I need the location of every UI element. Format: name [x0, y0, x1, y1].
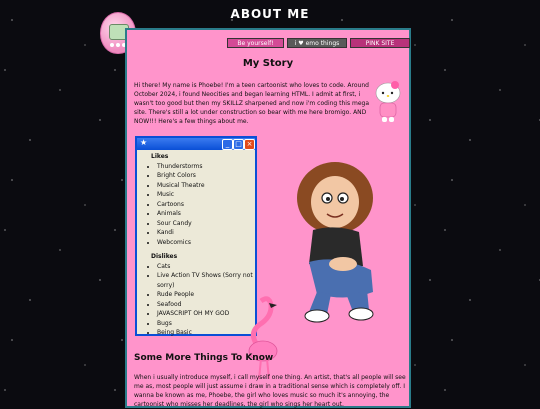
- story-heading: My Story: [242, 58, 294, 69]
- blinkie-3[interactable]: PINK SITE: [350, 38, 410, 48]
- list-item: • Rude People: [157, 290, 255, 300]
- maximize-icon[interactable]: □: [233, 139, 244, 150]
- story-intro: Hi there! My name is Phoebe! I'm a teen cartoonist who loves to code. Around October 2024, i found Neocities and began learning HTML. I admit at first, i wasn't too good but then my SKILLZ sharpened and now i'm coding this mega site. There's still a lot under construction so bear with me here bromigo. AND NOW!!! Here's a few things about me.: [134, 82, 370, 125]
- hello-kitty-icon: [373, 79, 403, 123]
- list-item: • Live Action TV Shows (Sorry not sorry): [157, 271, 255, 290]
- blinkie-2[interactable]: i ♥ emo things: [287, 38, 347, 48]
- list-item: • Seafood: [157, 300, 255, 310]
- list-item: • Bugs: [157, 319, 255, 329]
- blinkie-1[interactable]: Be yourself!: [227, 38, 284, 48]
- flamingo-decoration: [239, 295, 289, 381]
- tamagotchi-button: [110, 43, 114, 47]
- list-item: • Thunderstorms: [157, 162, 255, 172]
- list-item: • Kandi: [157, 228, 255, 238]
- more-heading: Some More Things To Know: [134, 353, 274, 363]
- window-content: [137, 150, 255, 338]
- list-item: • Sour Candy: [157, 219, 255, 229]
- dislikes-heading: Dislikes: [151, 253, 178, 260]
- list-item: • Webcomics: [157, 238, 255, 248]
- blinkie-row: [227, 38, 410, 48]
- avatar-illustration: [287, 146, 387, 328]
- likes-heading: Likes: [151, 153, 169, 160]
- window-titlebar[interactable]: [137, 138, 255, 150]
- likes-list: [145, 162, 255, 248]
- page-title: ABOUT ME: [230, 7, 310, 21]
- more-text: When i usually introduce myself, i call myself one thing. An artist, that's all people will see me as, most people will just assume i draw in a traditional sense which is completely off. I wanna be known as me, Phoebe, the girl who loves music so much it's annoying, the cartoonist who misses her deadlines, the girl who sings her heart out.: [134, 374, 406, 408]
- star-icon: ★: [140, 138, 148, 147]
- list-item: • Musical Theatre: [157, 181, 255, 191]
- list-item: • Being Basic: [157, 328, 255, 338]
- list-item: • Bright Colors: [157, 171, 255, 181]
- minimize-icon[interactable]: _: [222, 139, 233, 150]
- list-item: • Animals: [157, 209, 255, 219]
- list-item: • Cartoons: [157, 200, 255, 210]
- content-panel: [125, 28, 411, 408]
- close-icon[interactable]: ×: [244, 139, 255, 150]
- list-item: • Cats: [157, 262, 255, 272]
- tamagotchi-button: [116, 43, 120, 47]
- list-item: • Music: [157, 190, 255, 200]
- list-item: • JAVASCRIPT OH MY GOD: [157, 309, 255, 319]
